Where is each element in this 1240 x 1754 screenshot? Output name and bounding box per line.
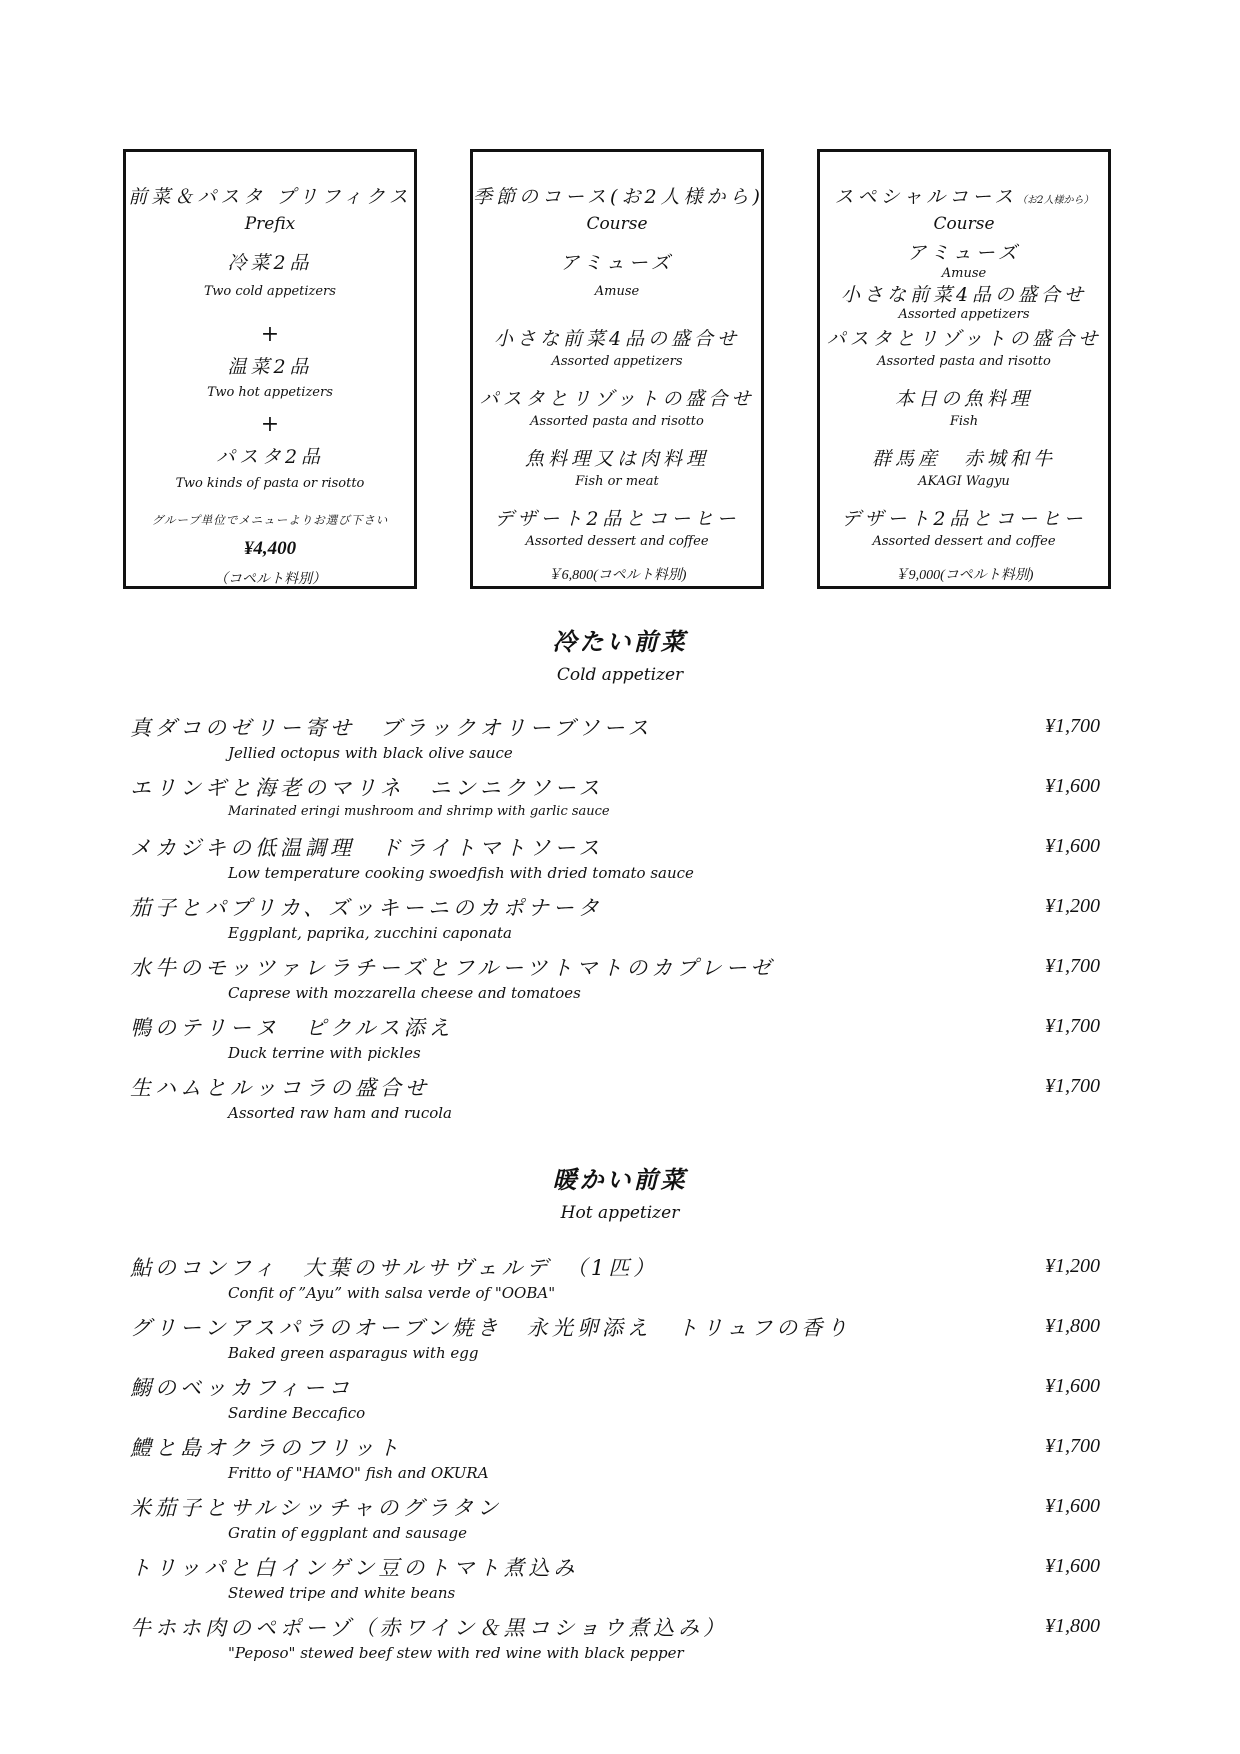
course-title-small: （お2人様から） xyxy=(1017,195,1094,206)
course-boxes xyxy=(123,149,1117,595)
course-box-seasonal xyxy=(470,149,764,589)
item-desc: Caprese with mozzarella cheese and tomatoes xyxy=(228,984,581,1002)
course-line: アミューズ xyxy=(560,252,674,274)
item-name: トリッパと白インゲン豆のトマト煮込み xyxy=(130,1556,579,1580)
course-line-en: Amuse xyxy=(941,266,987,281)
course-line-en: Assorted appetizers xyxy=(898,307,1030,322)
item-desc: Stewed tripe and white beans xyxy=(228,1584,456,1602)
menu-item xyxy=(130,952,1100,1012)
item-price: ¥1,200 xyxy=(1045,1255,1100,1277)
course-line: アミューズ xyxy=(907,242,1021,264)
item-desc: Confit of ”Ayu” with salsa verde of "OOBA" xyxy=(228,1284,556,1302)
item-name: グリーンアスパラのオーブン焼き 永光卵添え トリュフの香り xyxy=(130,1316,852,1340)
item-name: 鴨のテリーヌ ピクルス添え xyxy=(130,1016,454,1040)
course-box-prefix xyxy=(123,149,417,589)
course-subtitle: Course xyxy=(933,214,995,234)
menu-item xyxy=(130,832,1100,892)
course-title-main: スペシャルコース xyxy=(834,186,1018,208)
item-price: ¥1,600 xyxy=(1045,1495,1100,1517)
menu-item xyxy=(130,1552,1100,1612)
course-line-en: Assorted pasta and risotto xyxy=(530,414,704,429)
plus-sign: + xyxy=(260,412,280,437)
item-name: 鰯のベッカフィーコ xyxy=(130,1376,354,1400)
item-desc: Duck terrine with pickles xyxy=(228,1044,421,1062)
course-line-en: Amuse xyxy=(594,284,640,299)
course-line-en: Fish or meat xyxy=(575,474,659,489)
course-note: グループ単位でメニューよりお選び下さい xyxy=(151,513,389,527)
item-price: ¥1,600 xyxy=(1045,1375,1100,1397)
course-line: 小さな前菜4品の盛合せ xyxy=(840,284,1088,306)
item-name: 米茄子とサルシッチャのグラタン xyxy=(130,1496,503,1520)
course-title: 前菜＆パスタ プリフィクス xyxy=(128,186,412,208)
menu-item xyxy=(130,1612,1100,1672)
section-subtitle: Hot appetizer xyxy=(560,1203,680,1223)
course-line: デザート2品とコーヒー xyxy=(494,508,740,530)
course-line: デザート2品とコーヒー xyxy=(841,508,1087,530)
plus-sign: + xyxy=(260,322,280,347)
item-name: 茄子とパプリカ、ズッキーニのカポナータ xyxy=(130,896,603,920)
course-line-en: Assorted dessert and coffee xyxy=(872,534,1056,549)
course-price: ¥4,400 xyxy=(243,538,297,559)
item-desc: "Peposo" stewed beef stew with red wine with black pepper xyxy=(228,1644,684,1662)
item-name: メカジキの低温調理 ドライトマトソース xyxy=(130,836,604,860)
item-name: エリンギと海老のマリネ ニンニクソース xyxy=(130,776,604,800)
course-line: 冷菜2品 xyxy=(227,252,313,274)
item-price: ¥1,600 xyxy=(1045,1555,1100,1577)
item-name: 真ダコのゼリー寄せ ブラックオリーブソース xyxy=(130,716,653,740)
section-title: 暖かい前菜 xyxy=(552,1165,688,1194)
menu-item xyxy=(130,1312,1100,1372)
item-name: 水牛のモッツァレラチーズとフルーツトマトのカプレーゼ xyxy=(130,956,776,980)
item-desc: Fritto of "HAMO" fish and OKURA xyxy=(228,1464,489,1482)
menu-item xyxy=(130,712,1100,772)
course-line: パスタとリゾットの盛合せ xyxy=(826,328,1102,350)
item-name: 牛ホホ肉のペポーゾ（赤ワイン＆黒コショウ煮込み） xyxy=(130,1616,729,1640)
menu-item xyxy=(130,1072,1100,1132)
item-price: ¥1,600 xyxy=(1045,775,1100,797)
item-price: ¥1,700 xyxy=(1045,955,1100,977)
item-desc: Eggplant, paprika, zucchini caponata xyxy=(228,924,513,942)
item-desc: Jellied octopus with black olive sauce xyxy=(228,744,513,762)
menu-item xyxy=(130,892,1100,952)
item-name: 鱧と島オクラのフリット xyxy=(130,1436,403,1460)
item-price: ¥1,800 xyxy=(1045,1615,1100,1637)
course-title: 季節のコース(お2人様から) xyxy=(473,186,764,208)
course-line: パスタ2品 xyxy=(215,446,325,468)
item-price: ¥1,700 xyxy=(1045,715,1100,737)
item-price: ¥1,200 xyxy=(1045,895,1100,917)
section-title: 冷たい前菜 xyxy=(552,627,688,656)
course-line-en: AKAGI Wagyu xyxy=(918,474,1010,489)
course-line-en: Two cold appetizers xyxy=(204,284,336,299)
course-line: 本日の魚料理 xyxy=(894,388,1033,410)
course-subtitle: Prefix xyxy=(244,214,296,234)
item-desc: Gratin of eggplant and sausage xyxy=(228,1524,467,1542)
course-line: 群馬産 赤城和牛 xyxy=(871,448,1056,470)
item-desc: Low temperature cooking swoedfish with dried tomato sauce xyxy=(228,864,694,882)
item-name: 鮎のコンフィ 大葉のサルサヴェルデ （1匹） xyxy=(130,1256,659,1280)
course-line-en: Assorted dessert and coffee xyxy=(525,534,709,549)
course-line-en: Two hot appetizers xyxy=(207,385,333,400)
course-subtitle: Course xyxy=(586,214,648,234)
item-desc: Sardine Beccafico xyxy=(228,1404,366,1422)
hot-section-heading xyxy=(0,1160,1240,1223)
course-line: 温菜2品 xyxy=(227,356,313,378)
menu-item xyxy=(130,1372,1100,1432)
course-price: ￥9,000(コペルト料別) xyxy=(894,568,1034,583)
course-line: パスタとリゾットの盛合せ xyxy=(479,388,755,410)
item-name: 生ハムとルッコラの盛合せ xyxy=(130,1076,430,1100)
menu-item xyxy=(130,1012,1100,1072)
item-price: ¥1,700 xyxy=(1045,1075,1100,1097)
course-line-en: Two kinds of pasta or risotto xyxy=(175,476,365,491)
cold-section-heading xyxy=(0,622,1240,685)
menu-item xyxy=(130,1492,1100,1552)
menu-item xyxy=(130,1252,1100,1312)
section-subtitle: Cold appetizer xyxy=(556,665,684,685)
course-line: 小さな前菜4品の盛合せ xyxy=(493,328,741,350)
item-price: ¥1,800 xyxy=(1045,1315,1100,1337)
item-desc: Marinated eringi mushroom and shrimp with garlic sauce xyxy=(228,804,610,819)
course-price-note: （コペルト料別） xyxy=(214,571,326,587)
course-line: 魚料理又は肉料理 xyxy=(524,448,709,470)
item-price: ¥1,700 xyxy=(1045,1015,1100,1037)
course-price: ￥6,800(コペルト料別) xyxy=(547,568,687,583)
course-line-en: Assorted appetizers xyxy=(551,354,683,369)
item-price: ¥1,600 xyxy=(1045,835,1100,857)
menu-item xyxy=(130,772,1100,832)
menu-item xyxy=(130,1432,1100,1492)
course-title xyxy=(820,182,1108,209)
course-line-en: Fish xyxy=(949,414,979,429)
item-desc: Baked green asparagus with egg xyxy=(228,1344,479,1362)
item-desc: Assorted raw ham and rucola xyxy=(228,1104,452,1122)
item-price: ¥1,700 xyxy=(1045,1435,1100,1457)
course-line-en: Assorted pasta and risotto xyxy=(877,354,1051,369)
course-box-special xyxy=(817,149,1111,589)
